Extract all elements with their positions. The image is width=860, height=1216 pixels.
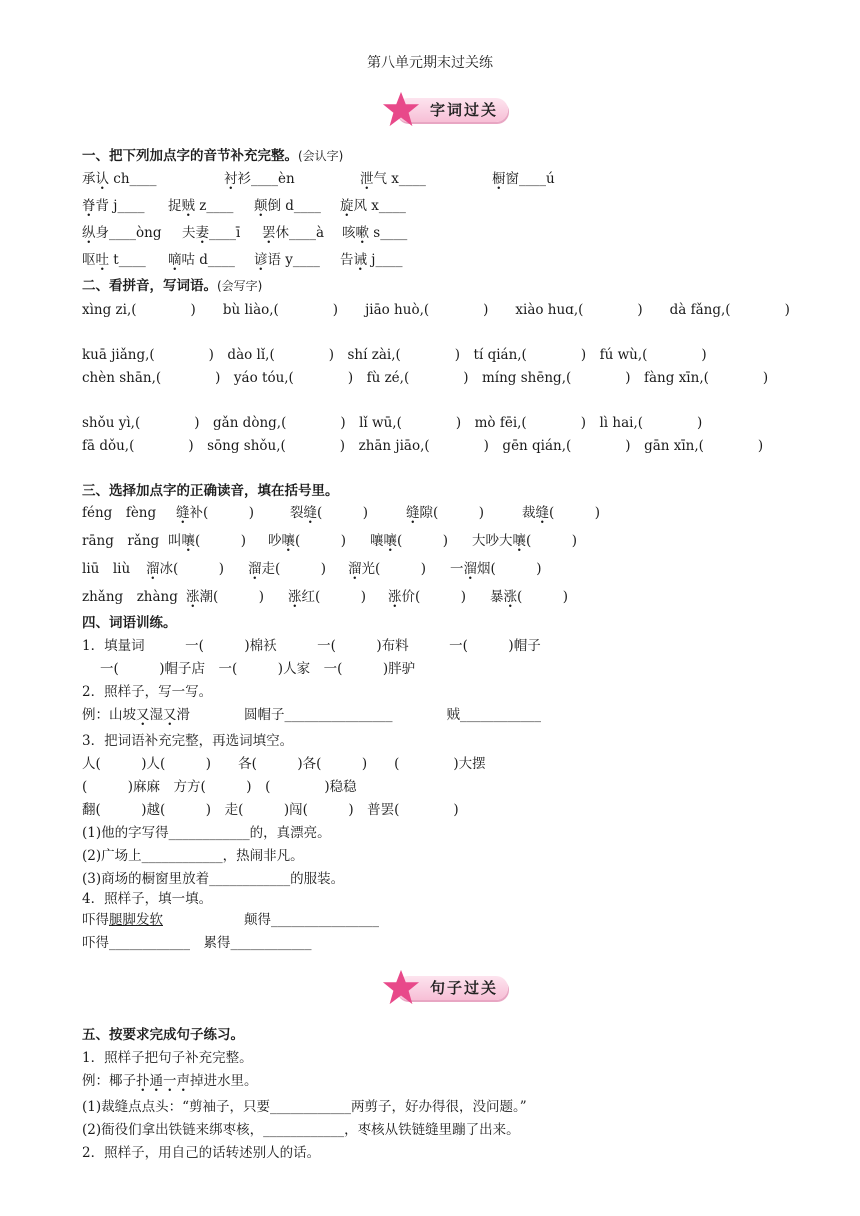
s3-pinyin: rāng rǎng [82,533,160,549]
s5-line1: (1)裁缝点点头：“剪袖子，只要____________两剪子，好办得很，没问题。” [82,1099,527,1115]
s5-q2: 2．照样子，用自己的话转述别人的话。 [82,1145,321,1161]
star-icon [382,968,420,1006]
s3-item: 涨红( ) [288,589,367,605]
pinyin-line-1: xìng zi,( ) bù liào,( ) jiāo huò,( ) xiào huɑ,( ) dà fǎng,( ) [82,302,790,318]
pinyin-line-3: chèn shān,( ) yáo tóu,( ) fù zé,( ) míng shēng,( ) fàng xīn,( ) [82,370,769,386]
s4-q4-row1: 吓得腿脚发软 颠得________________ [82,912,379,928]
banner-label: 字词过关 [429,101,498,119]
s3-item: 叫嚷( ) [168,533,247,549]
s4-q4: 4．照样子，填一填。 [82,891,213,907]
s5-line2: (2)衙役们拿出铁链来绑枣核，____________，枣核从铁链缝里蹦了出来。 [82,1122,520,1138]
s1-item: 罢休____à [262,225,325,241]
s1-item: 咳嗽 s____ [342,225,408,241]
s5-example: 例：椰子扑通一声掉进水里。 [82,1073,258,1089]
s4-q3-row3: 翻( )越( ) 走( )闯( ) 普罢( ) [82,802,459,818]
s3-item: 裁缝( ) [522,505,601,521]
s4-q2: 2．照样子，写一写。 [82,684,213,700]
s4-q4-row2: 吓得____________ 累得____________ [82,935,312,951]
section5-heading: 五、按要求完成句子练习。 [82,1027,244,1043]
s3-pinyin: féng fèng [82,505,157,521]
section3-heading: 三、选择加点字的正确读音，填在括号里。 [82,483,339,499]
s4-q3-sentence2: (2)广场上____________，热闹非凡。 [82,848,304,864]
s1-item: 谚语 y____ [254,252,320,268]
s3-item: 大吵大嚷( ) [472,533,578,549]
s4-q1-line2: 一( )帽子店 一( )人家 一( )胖驴 [100,661,416,677]
section2-heading: 二、看拼音，写词语。(会写字) [82,278,263,294]
s1-item: 呕吐 t____ [82,252,146,268]
s4-q3-row2: ( )麻麻 方方( ) ( )稳稳 [82,779,357,795]
s1-item: 颠倒 d____ [254,198,321,214]
s3-pinyin: liū liù [82,561,131,577]
s1-item: 承认 ch____ [82,171,157,187]
s5-q1: 1．照样子把句子补充完整。 [82,1050,253,1066]
s1-item: 捉贼 z____ [168,198,234,214]
section-banner-sentences [382,970,510,1004]
s4-q3-row1: 人( )人( ) 各( )各( ) ( )大摆 [82,756,486,772]
s1-item: 泄气 x____ [360,171,426,187]
page-title: 第八单元期末过关练 [367,55,493,71]
pinyin-line-2: kuā jiǎng,( ) dào lǐ,( ) shí zài,( ) tí qián,( ) fú wù,( ) [82,347,707,363]
s3-item: 吵嚷( ) [268,533,347,549]
s4-q3-sentence3: (3)商场的橱窗里放着____________的服装。 [82,871,345,887]
s3-item: 暴涨( ) [490,589,569,605]
s1-item: 嘀咕 d____ [168,252,235,268]
s3-item: 溜冰( ) [146,561,225,577]
s4-q3-sentence1: (1)他的字写得____________的，真漂亮。 [82,825,331,841]
s3-item: 涨潮( ) [186,589,265,605]
s3-item: 涨价( ) [388,589,467,605]
s3-item: 溜光( ) [348,561,427,577]
s1-item: 脊背 j____ [82,198,145,214]
s3-item: 缝补( ) [176,505,255,521]
pinyin-line-4: shǒu yì,( ) gǎn dòng,( ) lǐ wū,( ) mò fēi,( ) lì hai,( ) [82,415,703,431]
s1-item: 告诫 j____ [340,252,403,268]
s1-item: 旋风 x____ [340,198,406,214]
s1-item: 夫妻____ī [182,225,241,241]
star-icon [382,90,420,128]
section1-heading: 一、把下列加点字的音节补充完整。(会认字) [82,148,344,164]
s1-item: 橱窗____ú [492,171,555,187]
s3-item: 一溜烟( ) [450,561,542,577]
s4-q3: 3．把词语补充完整，再选词填空。 [82,733,294,749]
s3-item: 缝隙( ) [406,505,485,521]
s4-q2-example: 例：山坡又湿又滑 圆帽子________________ 贼____________ [82,707,541,723]
s3-item: 溜走( ) [248,561,327,577]
s3-item: 嚷嚷( ) [370,533,449,549]
section4-heading: 四、词语训练。 [82,615,177,631]
s4-q1-line1: 1．填量词 一( )棉袄 一( )布料 一( )帽子 [82,638,541,654]
section-banner-words [382,92,510,126]
s3-pinyin: zhǎng zhàng [82,589,178,605]
s1-item: 纵身____òng [82,225,162,241]
s1-item: 衬衫____èn [224,171,295,187]
banner-label: 句子过关 [429,979,498,997]
s3-item: 裂缝( ) [290,505,369,521]
pinyin-line-5: fā dǒu,( ) sōng shǒu,( ) zhān jiāo,( ) gēn qián,( ) gān xīn,( ) [82,438,764,454]
